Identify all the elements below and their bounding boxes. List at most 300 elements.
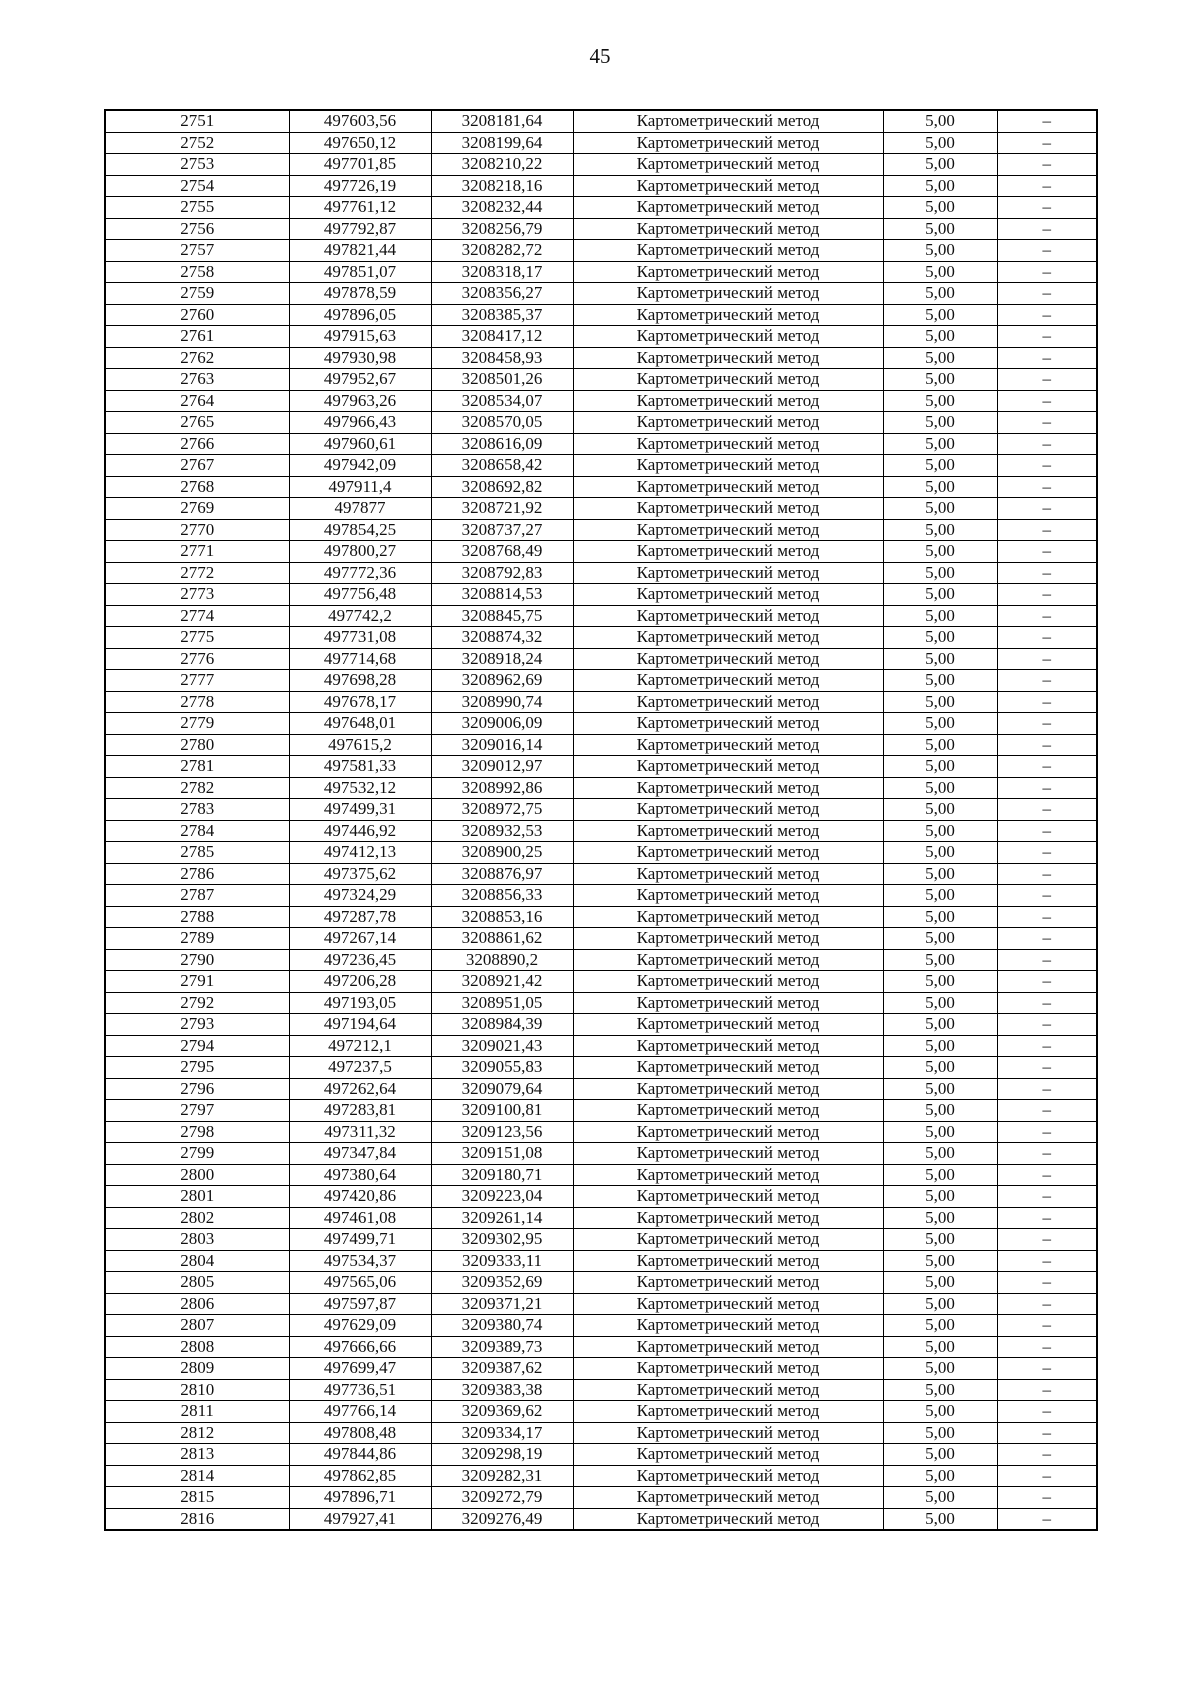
description-cell: – [997,1143,1097,1165]
table-row [105,734,1097,756]
table-row [105,347,1097,369]
table-row [105,949,1097,971]
method-cell: Картометрический метод [573,110,883,132]
table-row [105,218,1097,240]
y-coordinate-cell: 3209016,14 [431,734,573,756]
accuracy-cell: 5,00 [883,1379,997,1401]
y-coordinate-cell: 3208616,09 [431,433,573,455]
description-cell: – [997,734,1097,756]
y-coordinate-cell: 3209387,62 [431,1358,573,1380]
x-coordinate-cell: 497565,06 [289,1272,431,1294]
x-coordinate-cell: 497821,44 [289,240,431,262]
accuracy-cell: 5,00 [883,455,997,477]
x-coordinate-cell: 497461,08 [289,1207,431,1229]
accuracy-cell: 5,00 [883,218,997,240]
x-coordinate-cell: 497736,51 [289,1379,431,1401]
accuracy-cell: 5,00 [883,347,997,369]
table-row [105,691,1097,713]
point-number-cell: 2813 [105,1444,289,1466]
description-cell: – [997,906,1097,928]
point-number-cell: 2779 [105,713,289,735]
y-coordinate-cell: 3208932,53 [431,820,573,842]
accuracy-cell: 5,00 [883,842,997,864]
y-coordinate-cell: 3209079,64 [431,1078,573,1100]
x-coordinate-cell: 497629,09 [289,1315,431,1337]
x-coordinate-cell: 497960,61 [289,433,431,455]
accuracy-cell: 5,00 [883,1014,997,1036]
y-coordinate-cell: 3208501,26 [431,369,573,391]
accuracy-cell: 5,00 [883,1078,997,1100]
description-cell: – [997,1207,1097,1229]
accuracy-cell: 5,00 [883,197,997,219]
description-cell: – [997,1164,1097,1186]
point-number-cell: 2783 [105,799,289,821]
x-coordinate-cell: 497930,98 [289,347,431,369]
method-cell: Картометрический метод [573,154,883,176]
method-cell: Картометрический метод [573,1379,883,1401]
accuracy-cell: 5,00 [883,304,997,326]
y-coordinate-cell: 3208534,07 [431,390,573,412]
x-coordinate-cell: 497808,48 [289,1422,431,1444]
point-number-cell: 2754 [105,175,289,197]
point-number-cell: 2789 [105,928,289,950]
method-cell: Картометрический метод [573,734,883,756]
y-coordinate-cell: 3208861,62 [431,928,573,950]
method-cell: Картометрический метод [573,1508,883,1530]
method-cell: Картометрический метод [573,197,883,219]
accuracy-cell: 5,00 [883,1293,997,1315]
accuracy-cell: 5,00 [883,175,997,197]
table-row [105,584,1097,606]
point-number-cell: 2795 [105,1057,289,1079]
accuracy-cell: 5,00 [883,971,997,993]
point-number-cell: 2777 [105,670,289,692]
point-number-cell: 2759 [105,283,289,305]
accuracy-cell: 5,00 [883,261,997,283]
x-coordinate-cell: 497756,48 [289,584,431,606]
description-cell: – [997,1487,1097,1509]
y-coordinate-cell: 3208853,16 [431,906,573,928]
point-number-cell: 2788 [105,906,289,928]
x-coordinate-cell: 497311,32 [289,1121,431,1143]
y-coordinate-cell: 3209261,14 [431,1207,573,1229]
y-coordinate-cell: 3209282,31 [431,1465,573,1487]
x-coordinate-cell: 497193,05 [289,992,431,1014]
description-cell: – [997,1229,1097,1251]
x-coordinate-cell: 497699,47 [289,1358,431,1380]
table-row [105,1164,1097,1186]
method-cell: Картометрический метод [573,476,883,498]
method-cell: Картометрический метод [573,1121,883,1143]
accuracy-cell: 5,00 [883,1186,997,1208]
accuracy-cell: 5,00 [883,906,997,928]
x-coordinate-cell: 497237,5 [289,1057,431,1079]
x-coordinate-cell: 497324,29 [289,885,431,907]
accuracy-cell: 5,00 [883,369,997,391]
method-cell: Картометрический метод [573,1207,883,1229]
accuracy-cell: 5,00 [883,132,997,154]
y-coordinate-cell: 3209006,09 [431,713,573,735]
description-cell: – [997,283,1097,305]
x-coordinate-cell: 497742,2 [289,605,431,627]
description-cell: – [997,498,1097,520]
point-number-cell: 2751 [105,110,289,132]
method-cell: Картометрический метод [573,1078,883,1100]
accuracy-cell: 5,00 [883,863,997,885]
x-coordinate-cell: 497952,67 [289,369,431,391]
description-cell: – [997,326,1097,348]
x-coordinate-cell: 497581,33 [289,756,431,778]
x-coordinate-cell: 497375,62 [289,863,431,885]
point-number-cell: 2793 [105,1014,289,1036]
description-cell: – [997,820,1097,842]
y-coordinate-cell: 3209333,11 [431,1250,573,1272]
description-cell: – [997,433,1097,455]
table-row [105,756,1097,778]
x-coordinate-cell: 497698,28 [289,670,431,692]
table-row [105,1315,1097,1337]
accuracy-cell: 5,00 [883,1336,997,1358]
accuracy-cell: 5,00 [883,1272,997,1294]
y-coordinate-cell: 3208282,72 [431,240,573,262]
y-coordinate-cell: 3208721,92 [431,498,573,520]
accuracy-cell: 5,00 [883,1444,997,1466]
point-number-cell: 2803 [105,1229,289,1251]
method-cell: Картометрический метод [573,885,883,907]
method-cell: Картометрический метод [573,799,883,821]
table-row [105,433,1097,455]
y-coordinate-cell: 3209055,83 [431,1057,573,1079]
point-number-cell: 2807 [105,1315,289,1337]
point-number-cell: 2798 [105,1121,289,1143]
method-cell: Картометрический метод [573,1014,883,1036]
description-cell: – [997,1014,1097,1036]
y-coordinate-cell: 3208385,37 [431,304,573,326]
x-coordinate-cell: 497714,68 [289,648,431,670]
description-cell: – [997,584,1097,606]
point-number-cell: 2758 [105,261,289,283]
method-cell: Картометрический метод [573,1100,883,1122]
table-row [105,326,1097,348]
point-number-cell: 2802 [105,1207,289,1229]
accuracy-cell: 5,00 [883,519,997,541]
method-cell: Картометрический метод [573,218,883,240]
point-number-cell: 2804 [105,1250,289,1272]
table-row [105,1229,1097,1251]
table-row [105,197,1097,219]
x-coordinate-cell: 497896,05 [289,304,431,326]
y-coordinate-cell: 3208792,83 [431,562,573,584]
x-coordinate-cell: 497380,64 [289,1164,431,1186]
page-number: 45 [589,44,611,68]
point-number-cell: 2794 [105,1035,289,1057]
table-row [105,605,1097,627]
point-number-cell: 2752 [105,132,289,154]
table-row [105,132,1097,154]
method-cell: Картометрический метод [573,1250,883,1272]
y-coordinate-cell: 3208417,12 [431,326,573,348]
description-cell: – [997,240,1097,262]
description-cell: – [997,1250,1097,1272]
table-row [105,519,1097,541]
point-number-cell: 2761 [105,326,289,348]
table-row [105,304,1097,326]
x-coordinate-cell: 497766,14 [289,1401,431,1423]
point-number-cell: 2757 [105,240,289,262]
y-coordinate-cell: 3208181,64 [431,110,573,132]
description-cell: – [997,1422,1097,1444]
description-cell: – [997,261,1097,283]
method-cell: Картометрический метод [573,584,883,606]
description-cell: – [997,949,1097,971]
table-row [105,283,1097,305]
method-cell: Картометрический метод [573,842,883,864]
point-number-cell: 2776 [105,648,289,670]
accuracy-cell: 5,00 [883,1143,997,1165]
y-coordinate-cell: 3209389,73 [431,1336,573,1358]
x-coordinate-cell: 497927,41 [289,1508,431,1530]
x-coordinate-cell: 497877 [289,498,431,520]
point-number-cell: 2797 [105,1100,289,1122]
y-coordinate-cell: 3209272,79 [431,1487,573,1509]
accuracy-cell: 5,00 [883,240,997,262]
table-row [105,1465,1097,1487]
y-coordinate-cell: 3209021,43 [431,1035,573,1057]
x-coordinate-cell: 497942,09 [289,455,431,477]
point-number-cell: 2769 [105,498,289,520]
method-cell: Картометрический метод [573,541,883,563]
y-coordinate-cell: 3209012,97 [431,756,573,778]
accuracy-cell: 5,00 [883,110,997,132]
method-cell: Картометрический метод [573,132,883,154]
description-cell: – [997,347,1097,369]
table-row [105,455,1097,477]
y-coordinate-cell: 3208458,93 [431,347,573,369]
point-number-cell: 2770 [105,519,289,541]
method-cell: Картометрический метод [573,1057,883,1079]
description-cell: – [997,1358,1097,1380]
point-number-cell: 2780 [105,734,289,756]
point-number-cell: 2787 [105,885,289,907]
method-cell: Картометрический метод [573,562,883,584]
x-coordinate-cell: 497347,84 [289,1143,431,1165]
x-coordinate-cell: 497206,28 [289,971,431,993]
table-row [105,799,1097,821]
x-coordinate-cell: 497236,45 [289,949,431,971]
description-cell: – [997,132,1097,154]
table-row [105,1487,1097,1509]
method-cell: Картометрический метод [573,455,883,477]
accuracy-cell: 5,00 [883,1315,997,1337]
x-coordinate-cell: 497597,87 [289,1293,431,1315]
accuracy-cell: 5,00 [883,1035,997,1057]
y-coordinate-cell: 3208318,17 [431,261,573,283]
table-row [105,562,1097,584]
point-number-cell: 2775 [105,627,289,649]
table-row [105,240,1097,262]
method-cell: Картометрический метод [573,648,883,670]
table-row [105,1336,1097,1358]
method-cell: Картометрический метод [573,906,883,928]
method-cell: Картометрический метод [573,820,883,842]
method-cell: Картометрический метод [573,627,883,649]
accuracy-cell: 5,00 [883,154,997,176]
description-cell: – [997,670,1097,692]
description-cell: – [997,1401,1097,1423]
x-coordinate-cell: 497701,85 [289,154,431,176]
method-cell: Картометрический метод [573,691,883,713]
y-coordinate-cell: 3208962,69 [431,670,573,692]
point-number-cell: 2785 [105,842,289,864]
table-row [105,906,1097,928]
description-cell: – [997,863,1097,885]
accuracy-cell: 5,00 [883,670,997,692]
x-coordinate-cell: 497194,64 [289,1014,431,1036]
y-coordinate-cell: 3209180,71 [431,1164,573,1186]
description-cell: – [997,1121,1097,1143]
point-number-cell: 2768 [105,476,289,498]
y-coordinate-cell: 3208210,22 [431,154,573,176]
description-cell: – [997,390,1097,412]
description-cell: – [997,1186,1097,1208]
accuracy-cell: 5,00 [883,283,997,305]
method-cell: Картометрический метод [573,1358,883,1380]
method-cell: Картометрический метод [573,1465,883,1487]
method-cell: Картометрический метод [573,1336,883,1358]
method-cell: Картометрический метод [573,519,883,541]
coordinates-table-body [105,110,1097,1530]
x-coordinate-cell: 497615,2 [289,734,431,756]
method-cell: Картометрический метод [573,326,883,348]
y-coordinate-cell: 3209302,95 [431,1229,573,1251]
y-coordinate-cell: 3208692,82 [431,476,573,498]
table-row [105,1272,1097,1294]
table-row [105,627,1097,649]
x-coordinate-cell: 497800,27 [289,541,431,563]
y-coordinate-cell: 3209100,81 [431,1100,573,1122]
table-row [105,1014,1097,1036]
method-cell: Картометрический метод [573,777,883,799]
description-cell: – [997,971,1097,993]
point-number-cell: 2784 [105,820,289,842]
point-number-cell: 2799 [105,1143,289,1165]
accuracy-cell: 5,00 [883,1465,997,1487]
y-coordinate-cell: 3208990,74 [431,691,573,713]
point-number-cell: 2792 [105,992,289,1014]
description-cell: – [997,154,1097,176]
y-coordinate-cell: 3208232,44 [431,197,573,219]
y-coordinate-cell: 3209151,08 [431,1143,573,1165]
y-coordinate-cell: 3209298,19 [431,1444,573,1466]
accuracy-cell: 5,00 [883,734,997,756]
table-row [105,1057,1097,1079]
point-number-cell: 2800 [105,1164,289,1186]
description-cell: – [997,627,1097,649]
table-row [105,1379,1097,1401]
y-coordinate-cell: 3208984,39 [431,1014,573,1036]
accuracy-cell: 5,00 [883,949,997,971]
accuracy-cell: 5,00 [883,562,997,584]
point-number-cell: 2805 [105,1272,289,1294]
accuracy-cell: 5,00 [883,713,997,735]
y-coordinate-cell: 3208992,86 [431,777,573,799]
x-coordinate-cell: 497761,12 [289,197,431,219]
point-number-cell: 2786 [105,863,289,885]
accuracy-cell: 5,00 [883,541,997,563]
y-coordinate-cell: 3209276,49 [431,1508,573,1530]
y-coordinate-cell: 3208570,05 [431,412,573,434]
method-cell: Картометрический метод [573,283,883,305]
description-cell: – [997,691,1097,713]
y-coordinate-cell: 3208951,05 [431,992,573,1014]
description-cell: – [997,455,1097,477]
y-coordinate-cell: 3208890,2 [431,949,573,971]
y-coordinate-cell: 3209334,17 [431,1422,573,1444]
description-cell: – [997,842,1097,864]
x-coordinate-cell: 497772,36 [289,562,431,584]
accuracy-cell: 5,00 [883,1164,997,1186]
table-row [105,261,1097,283]
method-cell: Картометрический метод [573,240,883,262]
method-cell: Картометрический метод [573,605,883,627]
description-cell: – [997,756,1097,778]
method-cell: Картометрический метод [573,412,883,434]
accuracy-cell: 5,00 [883,605,997,627]
point-number-cell: 2791 [105,971,289,993]
table-row [105,390,1097,412]
description-cell: – [997,605,1097,627]
point-number-cell: 2772 [105,562,289,584]
accuracy-cell: 5,00 [883,390,997,412]
description-cell: – [997,1057,1097,1079]
description-cell: – [997,777,1097,799]
point-number-cell: 2808 [105,1336,289,1358]
table-row [105,1508,1097,1530]
point-number-cell: 2773 [105,584,289,606]
accuracy-cell: 5,00 [883,584,997,606]
accuracy-cell: 5,00 [883,326,997,348]
x-coordinate-cell: 497287,78 [289,906,431,928]
method-cell: Картометрический метод [573,1444,883,1466]
x-coordinate-cell: 497648,01 [289,713,431,735]
accuracy-cell: 5,00 [883,1100,997,1122]
y-coordinate-cell: 3208972,75 [431,799,573,821]
y-coordinate-cell: 3209380,74 [431,1315,573,1337]
table-row [105,1186,1097,1208]
description-cell: – [997,1444,1097,1466]
x-coordinate-cell: 497534,37 [289,1250,431,1272]
table-row [105,971,1097,993]
method-cell: Картометрический метод [573,1035,883,1057]
description-cell: – [997,1315,1097,1337]
accuracy-cell: 5,00 [883,1207,997,1229]
table-row [105,1143,1097,1165]
x-coordinate-cell: 497878,59 [289,283,431,305]
method-cell: Картометрический метод [573,498,883,520]
point-number-cell: 2774 [105,605,289,627]
accuracy-cell: 5,00 [883,1487,997,1509]
table-row [105,1078,1097,1100]
y-coordinate-cell: 3208845,75 [431,605,573,627]
point-number-cell: 2764 [105,390,289,412]
description-cell: – [997,1508,1097,1530]
accuracy-cell: 5,00 [883,433,997,455]
point-number-cell: 2756 [105,218,289,240]
table-row [105,842,1097,864]
table-row [105,1358,1097,1380]
description-cell: – [997,928,1097,950]
description-cell: – [997,885,1097,907]
